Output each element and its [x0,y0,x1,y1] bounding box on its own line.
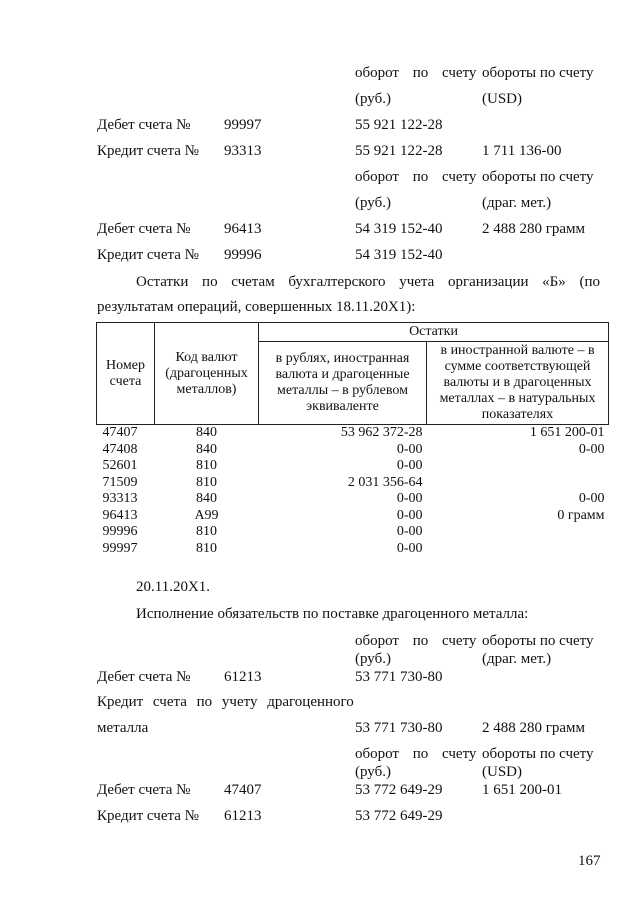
cell-code: 840 [196,441,217,457]
b3-credit-rub: 53 771 730-80 [355,720,443,736]
b4-head-left-2: (руб.) [355,764,391,780]
cell-account: 96413 [102,507,138,523]
b4-head-left-1: оборот по счету [355,746,477,762]
b3-head-left-1: оборот по счету [355,633,477,649]
b1-head-left-1-text: оборот по счету [355,65,477,81]
b2-debit-label: Дебет счета № [97,221,191,237]
col-foreign-header: в иностранной валюте – в сумме соответствующей валюты и в драгоценных металлах – в натуральных показателях [427,342,609,425]
b1-head-left-1 [355,64,477,82]
cell-account: 99996 [102,524,138,539]
cell-foreign: 0-00 [578,491,605,506]
b2-credit-label: Кредит счета № [97,247,199,263]
cell-rub: 0-00 [396,540,423,556]
table-row [97,508,609,525]
cell-foreign: 0-00 [578,441,605,457]
cell-code: 810 [196,474,217,490]
b1-credit-label: Кредит счета № [97,143,199,159]
cell-account: 93313 [102,491,138,506]
cell-code: 840 [196,491,217,506]
subheading: Исполнение обязательств по поставке драгоценного металла: [136,606,529,622]
b4-debit-label: Дебет счета № [97,782,191,798]
b3-debit-rub: 53 771 730-80 [355,669,443,685]
b1-credit-other: 1 711 136-00 [482,143,562,159]
cell-account: 52601 [102,458,138,473]
cell-rub: 0-00 [396,441,423,457]
b3-credit-line-2: металла [97,720,149,736]
b4-credit-label: Кредит счета № [97,808,199,824]
b2-head-right-2: (драг. мет.) [482,195,552,211]
b1-head-left-2: (руб.) [355,91,391,107]
cell-rub: 53 962 372-28 [340,425,423,440]
b2-head-left-1: оборот по счету [355,169,477,185]
table-row [97,491,609,508]
table-row [97,425,609,442]
b3-debit-label: Дебет счета № [97,669,191,685]
table-row [97,442,609,459]
b1-credit-account: 93313 [224,143,262,159]
b3-credit-line-1: Кредит счета по учету драгоценного [97,694,354,710]
paragraph-line-2: результатам операций, совершенных 18.11.20Х1): [97,299,416,315]
cell-code: 810 [196,458,217,473]
cell-foreign [427,524,609,541]
b1-head-right-2: (USD) [482,91,522,107]
cell-rub: 0-00 [396,524,423,539]
cell-account: 47408 [102,441,138,457]
cell-account: 47407 [102,425,138,440]
b2-debit-rub: 54 319 152-40 [355,221,443,237]
b3-credit-other: 2 488 280 грамм [482,720,586,736]
b3-head-right-1: обороты по счету [482,633,594,649]
cell-code: 810 [196,540,217,556]
b4-head-right-1: обороты по счету [482,746,594,762]
b4-debit-rub: 53 772 649-29 [355,782,443,798]
paragraph-line-1: Остатки по счетам бухгалтерского учета организации «Б» (по [136,274,600,290]
cell-foreign: 1 651 200-01 [529,425,605,440]
date-line: 20.11.20Х1. [136,579,211,595]
table-row [97,524,609,541]
cell-rub: 0-00 [396,491,423,506]
b2-debit-other: 2 488 280 грамм [482,221,586,237]
cell-code: 840 [196,425,217,440]
b4-head-right-2: (USD) [482,764,522,780]
b1-debit-rub: 55 921 122-28 [355,117,443,133]
col-code-header: Код валют (драгоценных металлов) [155,323,259,425]
b2-head-right-1: обороты по счету [482,169,594,185]
b2-head-left-2: (руб.) [355,195,391,211]
col-account-header: Номер счета [97,323,155,425]
page-number: 167 [578,853,601,869]
col-rub-header: в рублях, иностранная валюта и драгоценные металлы – в рублевом эквиваленте [259,342,427,425]
table-row [97,541,609,558]
cell-foreign [427,475,609,492]
group-header: Остатки [259,323,609,342]
b1-debit-account: 99997 [224,117,262,133]
b4-debit-account: 47407 [224,782,262,798]
b4-credit-account: 61213 [224,808,262,824]
b1-credit-rub: 55 921 122-28 [355,143,443,159]
cell-rub: 0-00 [396,507,423,523]
table-row [97,475,609,492]
cell-rub: 0-00 [396,458,423,473]
b2-debit-account: 96413 [224,221,262,237]
b3-head-left-2: (руб.) [355,651,391,667]
cell-account: 99997 [102,540,138,556]
b1-head-right-1: обороты по счету [482,65,594,81]
table-row [97,458,609,475]
b4-credit-rub: 53 772 649-29 [355,808,443,824]
b2-credit-account: 99996 [224,247,262,263]
b3-head-right-2: (драг. мет.) [482,651,552,667]
b4-debit-other: 1 651 200-01 [482,782,562,798]
balances-table [96,322,609,557]
cell-foreign [427,458,609,475]
b3-debit-account: 61213 [224,669,262,685]
cell-foreign [427,541,609,558]
b2-credit-rub: 54 319 152-40 [355,247,443,263]
cell-code: 810 [196,524,217,539]
cell-foreign: 0 грамм [557,507,605,523]
cell-account: 71509 [102,474,138,490]
b1-debit-label: Дебет счета № [97,117,191,133]
cell-code: A99 [194,507,219,523]
cell-rub: 2 031 356-64 [347,474,423,490]
